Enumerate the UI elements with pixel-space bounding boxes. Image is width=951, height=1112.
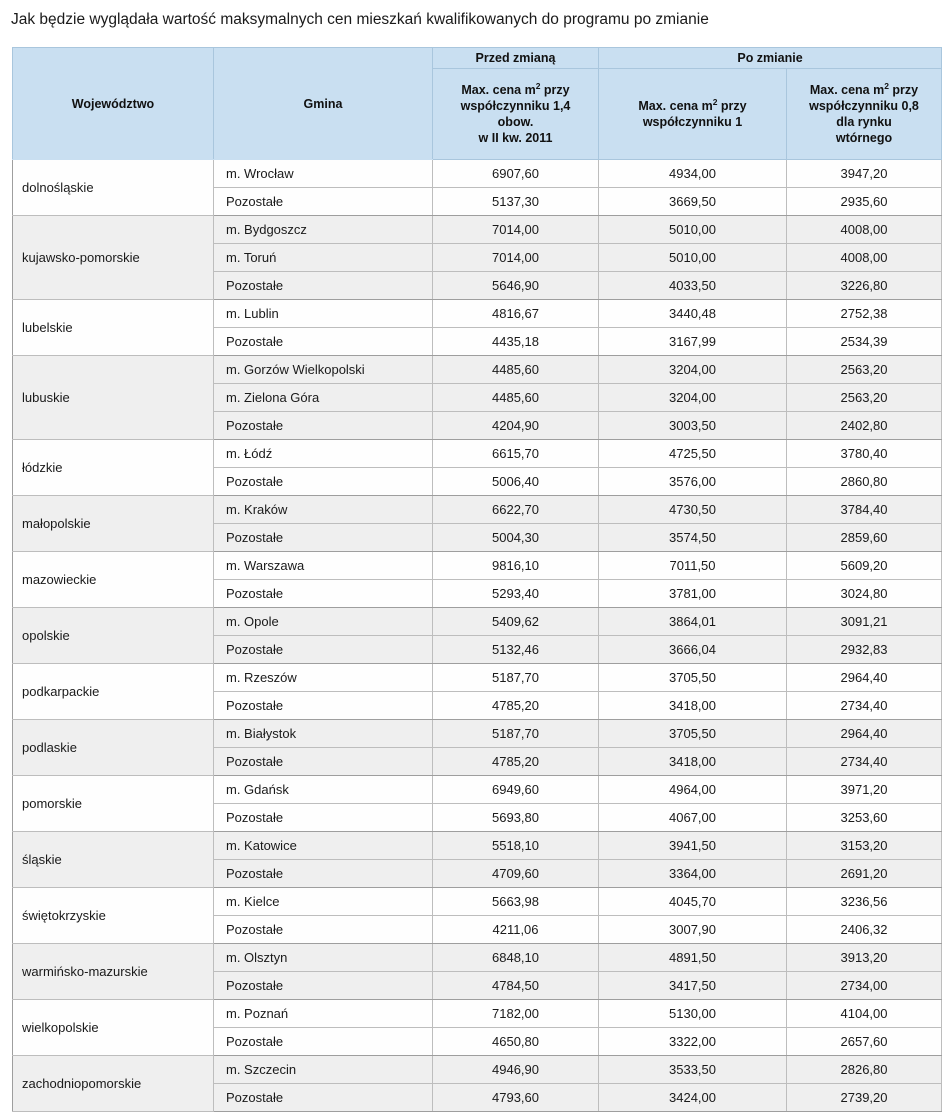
po2-line3: dla rynku <box>836 115 892 129</box>
cell-po-zmianie-wsp08: 3236,56 <box>787 888 942 916</box>
cell-po-zmianie-wsp08: 2752,38 <box>787 300 942 328</box>
cell-po-zmianie-wsp1: 3781,00 <box>599 580 787 608</box>
cell-po-zmianie-wsp1: 3705,50 <box>599 664 787 692</box>
cell-po-zmianie-wsp08: 2734,40 <box>787 748 942 776</box>
col-header-po-wspolczynnik-1 <box>599 69 787 160</box>
cell-przed-zmiana: 6907,60 <box>433 160 599 188</box>
group-header-przed-zmiana: Przed zmianą <box>433 48 599 69</box>
cell-gmina: m. Rzeszów <box>214 664 433 692</box>
po2-line1: Max. cena m <box>809 83 885 97</box>
cell-przed-zmiana: 5646,90 <box>433 272 599 300</box>
cell-po-zmianie-wsp08: 3947,20 <box>787 160 942 188</box>
cell-po-zmianie-wsp1: 3204,00 <box>599 384 787 412</box>
cell-gmina: m. Toruń <box>214 244 433 272</box>
cell-gmina: m. Olsztyn <box>214 944 433 972</box>
cell-po-zmianie-wsp08: 2691,20 <box>787 860 942 888</box>
po1-line1: Max. cena m <box>638 99 713 113</box>
cell-gmina: m. Kielce <box>214 888 433 916</box>
cell-po-zmianie-wsp1: 3669,50 <box>599 188 787 216</box>
po2-superscript: 2 <box>884 80 889 91</box>
cell-gmina: m. Bydgoszcz <box>214 216 433 244</box>
cell-po-zmianie-wsp08: 2826,80 <box>787 1056 942 1084</box>
cell-po-zmianie-wsp08: 3913,20 <box>787 944 942 972</box>
group-header-po-zmianie: Po zmianie <box>599 48 942 69</box>
table-row <box>13 440 942 468</box>
col-header-gmina: Gmina <box>214 48 433 160</box>
cell-wojewodztwo: świętokrzyskie <box>13 888 214 944</box>
cell-po-zmianie-wsp1: 4045,70 <box>599 888 787 916</box>
cell-gmina: Pozostałe <box>214 636 433 664</box>
cell-po-zmianie-wsp1: 3417,50 <box>599 972 787 1000</box>
cell-gmina: Pozostałe <box>214 1028 433 1056</box>
cell-przed-zmiana: 5693,80 <box>433 804 599 832</box>
cell-gmina: Pozostałe <box>214 524 433 552</box>
cell-przed-zmiana: 5409,62 <box>433 608 599 636</box>
po2-line2: współczynniku 0,8 <box>809 99 919 113</box>
cell-po-zmianie-wsp1: 5010,00 <box>599 244 787 272</box>
cell-po-zmianie-wsp08: 2935,60 <box>787 188 942 216</box>
cell-po-zmianie-wsp08: 2657,60 <box>787 1028 942 1056</box>
cell-wojewodztwo: opolskie <box>13 608 214 664</box>
cell-przed-zmiana: 5518,10 <box>433 832 599 860</box>
cell-gmina: Pozostałe <box>214 1084 433 1112</box>
cell-po-zmianie-wsp08: 4008,00 <box>787 216 942 244</box>
cell-po-zmianie-wsp1: 3864,01 <box>599 608 787 636</box>
cell-gmina: m. Łódź <box>214 440 433 468</box>
cell-po-zmianie-wsp1: 4891,50 <box>599 944 787 972</box>
table-row <box>13 608 942 636</box>
cell-po-zmianie-wsp08: 2563,20 <box>787 384 942 412</box>
table-row <box>13 944 942 972</box>
cell-po-zmianie-wsp1: 3167,99 <box>599 328 787 356</box>
cell-po-zmianie-wsp1: 3424,00 <box>599 1084 787 1112</box>
cell-gmina: m. Gorzów Wielkopolski <box>214 356 433 384</box>
cell-gmina: Pozostałe <box>214 804 433 832</box>
cell-po-zmianie-wsp08: 3226,80 <box>787 272 942 300</box>
cell-przed-zmiana: 4785,20 <box>433 692 599 720</box>
cell-po-zmianie-wsp08: 3024,80 <box>787 580 942 608</box>
cell-gmina: Pozostałe <box>214 972 433 1000</box>
przed-line1: Max. cena m <box>461 83 536 97</box>
przed-superscript: 2 <box>535 80 541 91</box>
cell-wojewodztwo: małopolskie <box>13 496 214 552</box>
cell-po-zmianie-wsp1: 4964,00 <box>599 776 787 804</box>
cell-po-zmianie-wsp1: 4033,50 <box>599 272 787 300</box>
table-row <box>13 1000 942 1028</box>
cell-przed-zmiana: 4709,60 <box>433 860 599 888</box>
cell-gmina: Pozostałe <box>214 580 433 608</box>
cell-po-zmianie-wsp08: 4008,00 <box>787 244 942 272</box>
po2-line4: wtórnego <box>835 131 893 145</box>
cell-po-zmianie-wsp1: 3003,50 <box>599 412 787 440</box>
przed-line3: obow. <box>497 115 534 129</box>
po1-line2: współczynniku 1 <box>642 115 743 129</box>
cell-wojewodztwo: wielkopolskie <box>13 1000 214 1056</box>
cell-przed-zmiana: 9816,10 <box>433 552 599 580</box>
cell-przed-zmiana: 4784,50 <box>433 972 599 1000</box>
cell-po-zmianie-wsp08: 3153,20 <box>787 832 942 860</box>
po1-line1b: przy <box>717 99 747 113</box>
cell-przed-zmiana: 4211,06 <box>433 916 599 944</box>
cell-gmina: Pozostałe <box>214 412 433 440</box>
cell-przed-zmiana: 6848,10 <box>433 944 599 972</box>
table-header <box>13 48 942 160</box>
table-body <box>13 160 942 1112</box>
cell-po-zmianie-wsp1: 7011,50 <box>599 552 787 580</box>
cell-po-zmianie-wsp08: 3784,40 <box>787 496 942 524</box>
table-row <box>13 552 942 580</box>
cell-po-zmianie-wsp1: 3418,00 <box>599 748 787 776</box>
cell-przed-zmiana: 5006,40 <box>433 468 599 496</box>
page-title: Jak będzie wyglądała wartość maksymalnych cen mieszkań kwalifikowanych do programu po zmianie <box>11 11 709 28</box>
cell-gmina: m. Warszawa <box>214 552 433 580</box>
cell-gmina: Pozostałe <box>214 692 433 720</box>
cell-po-zmianie-wsp08: 2734,40 <box>787 692 942 720</box>
cell-wojewodztwo: podlaskie <box>13 720 214 776</box>
cell-przed-zmiana: 5187,70 <box>433 720 599 748</box>
cell-wojewodztwo: lubelskie <box>13 300 214 356</box>
cell-przed-zmiana: 7014,00 <box>433 244 599 272</box>
cell-po-zmianie-wsp08: 2739,20 <box>787 1084 942 1112</box>
cell-wojewodztwo: lubuskie <box>13 356 214 440</box>
cell-gmina: m. Katowice <box>214 832 433 860</box>
table-row <box>13 664 942 692</box>
cell-po-zmianie-wsp1: 4730,50 <box>599 496 787 524</box>
cell-po-zmianie-wsp1: 3941,50 <box>599 832 787 860</box>
cell-po-zmianie-wsp1: 3418,00 <box>599 692 787 720</box>
table-row <box>13 888 942 916</box>
cell-po-zmianie-wsp1: 3440,48 <box>599 300 787 328</box>
cell-gmina: Pozostałe <box>214 916 433 944</box>
cell-po-zmianie-wsp08: 2932,83 <box>787 636 942 664</box>
cell-gmina: Pozostałe <box>214 748 433 776</box>
cell-po-zmianie-wsp1: 5010,00 <box>599 216 787 244</box>
cell-po-zmianie-wsp1: 3666,04 <box>599 636 787 664</box>
table-row <box>13 356 942 384</box>
col-header-po-wspolczynnik-08 <box>787 69 942 160</box>
cell-wojewodztwo: podkarpackie <box>13 664 214 720</box>
cell-po-zmianie-wsp1: 4934,00 <box>599 160 787 188</box>
cell-po-zmianie-wsp1: 4725,50 <box>599 440 787 468</box>
cell-przed-zmiana: 7014,00 <box>433 216 599 244</box>
cell-wojewodztwo: mazowieckie <box>13 552 214 608</box>
cell-po-zmianie-wsp1: 5130,00 <box>599 1000 787 1028</box>
cell-gmina: Pozostałe <box>214 860 433 888</box>
cell-przed-zmiana: 4793,60 <box>433 1084 599 1112</box>
cell-po-zmianie-wsp08: 2734,00 <box>787 972 942 1000</box>
max-price-table <box>12 47 942 1112</box>
cell-przed-zmiana: 5132,46 <box>433 636 599 664</box>
cell-po-zmianie-wsp08: 5609,20 <box>787 552 942 580</box>
cell-po-zmianie-wsp1: 3322,00 <box>599 1028 787 1056</box>
cell-przed-zmiana: 4485,60 <box>433 356 599 384</box>
cell-przed-zmiana: 4435,18 <box>433 328 599 356</box>
cell-po-zmianie-wsp1: 3204,00 <box>599 356 787 384</box>
cell-przed-zmiana: 5004,30 <box>433 524 599 552</box>
table-row <box>13 720 942 748</box>
price-table-container <box>12 47 941 1112</box>
table-row <box>13 496 942 524</box>
table-row <box>13 776 942 804</box>
cell-gmina: Pozostałe <box>214 468 433 496</box>
cell-wojewodztwo: kujawsko-pomorskie <box>13 216 214 300</box>
cell-gmina: Pozostałe <box>214 328 433 356</box>
table-row <box>13 832 942 860</box>
cell-po-zmianie-wsp08: 3971,20 <box>787 776 942 804</box>
cell-gmina: m. Opole <box>214 608 433 636</box>
cell-po-zmianie-wsp08: 2402,80 <box>787 412 942 440</box>
cell-przed-zmiana: 6615,70 <box>433 440 599 468</box>
cell-przed-zmiana: 6622,70 <box>433 496 599 524</box>
cell-po-zmianie-wsp08: 2534,39 <box>787 328 942 356</box>
po1-superscript: 2 <box>712 96 718 107</box>
cell-gmina: m. Poznań <box>214 1000 433 1028</box>
cell-przed-zmiana: 6949,60 <box>433 776 599 804</box>
cell-gmina: m. Wrocław <box>214 160 433 188</box>
cell-wojewodztwo: łódzkie <box>13 440 214 496</box>
cell-przed-zmiana: 4650,80 <box>433 1028 599 1056</box>
cell-po-zmianie-wsp1: 4067,00 <box>599 804 787 832</box>
przed-line2: współczynniku 1,4 <box>460 99 571 113</box>
cell-przed-zmiana: 4485,60 <box>433 384 599 412</box>
cell-po-zmianie-wsp1: 3705,50 <box>599 720 787 748</box>
col-header-wojewodztwo: Województwo <box>13 48 214 160</box>
cell-gmina: Pozostałe <box>214 188 433 216</box>
cell-przed-zmiana: 5663,98 <box>433 888 599 916</box>
cell-po-zmianie-wsp08: 2859,60 <box>787 524 942 552</box>
cell-przed-zmiana: 5187,70 <box>433 664 599 692</box>
cell-po-zmianie-wsp08: 3253,60 <box>787 804 942 832</box>
cell-po-zmianie-wsp08: 2860,80 <box>787 468 942 496</box>
table-row <box>13 160 942 188</box>
cell-po-zmianie-wsp08: 2406,32 <box>787 916 942 944</box>
cell-po-zmianie-wsp1: 3007,90 <box>599 916 787 944</box>
cell-po-zmianie-wsp08: 2964,40 <box>787 664 942 692</box>
cell-gmina: m. Gdańsk <box>214 776 433 804</box>
cell-wojewodztwo: śląskie <box>13 832 214 888</box>
przed-line4: w II kw. 2011 <box>478 131 553 145</box>
cell-wojewodztwo: dolnośląskie <box>13 160 214 216</box>
cell-gmina: m. Szczecin <box>214 1056 433 1084</box>
cell-po-zmianie-wsp08: 2964,40 <box>787 720 942 748</box>
przed-line1b: przy <box>540 83 570 97</box>
cell-przed-zmiana: 7182,00 <box>433 1000 599 1028</box>
col-header-przed-wspolczynnik-14 <box>433 69 599 160</box>
cell-po-zmianie-wsp08: 4104,00 <box>787 1000 942 1028</box>
cell-przed-zmiana: 4785,20 <box>433 748 599 776</box>
cell-wojewodztwo: warmińsko-mazurskie <box>13 944 214 1000</box>
cell-przed-zmiana: 5293,40 <box>433 580 599 608</box>
cell-przed-zmiana: 5137,30 <box>433 188 599 216</box>
cell-po-zmianie-wsp1: 3576,00 <box>599 468 787 496</box>
cell-gmina: m. Białystok <box>214 720 433 748</box>
table-row <box>13 216 942 244</box>
po2-line1b: przy <box>888 83 919 97</box>
cell-wojewodztwo: zachodniopomorskie <box>13 1056 214 1112</box>
header-group-row <box>13 48 942 69</box>
cell-gmina: m. Lublin <box>214 300 433 328</box>
cell-gmina: m. Zielona Góra <box>214 384 433 412</box>
cell-gmina: Pozostałe <box>214 272 433 300</box>
cell-po-zmianie-wsp1: 3364,00 <box>599 860 787 888</box>
cell-przed-zmiana: 4816,67 <box>433 300 599 328</box>
table-row <box>13 300 942 328</box>
cell-gmina: m. Kraków <box>214 496 433 524</box>
cell-przed-zmiana: 4204,90 <box>433 412 599 440</box>
cell-po-zmianie-wsp08: 2563,20 <box>787 356 942 384</box>
cell-po-zmianie-wsp1: 3533,50 <box>599 1056 787 1084</box>
cell-przed-zmiana: 4946,90 <box>433 1056 599 1084</box>
cell-wojewodztwo: pomorskie <box>13 776 214 832</box>
cell-po-zmianie-wsp1: 3574,50 <box>599 524 787 552</box>
table-row <box>13 1056 942 1084</box>
cell-po-zmianie-wsp08: 3091,21 <box>787 608 942 636</box>
cell-po-zmianie-wsp08: 3780,40 <box>787 440 942 468</box>
